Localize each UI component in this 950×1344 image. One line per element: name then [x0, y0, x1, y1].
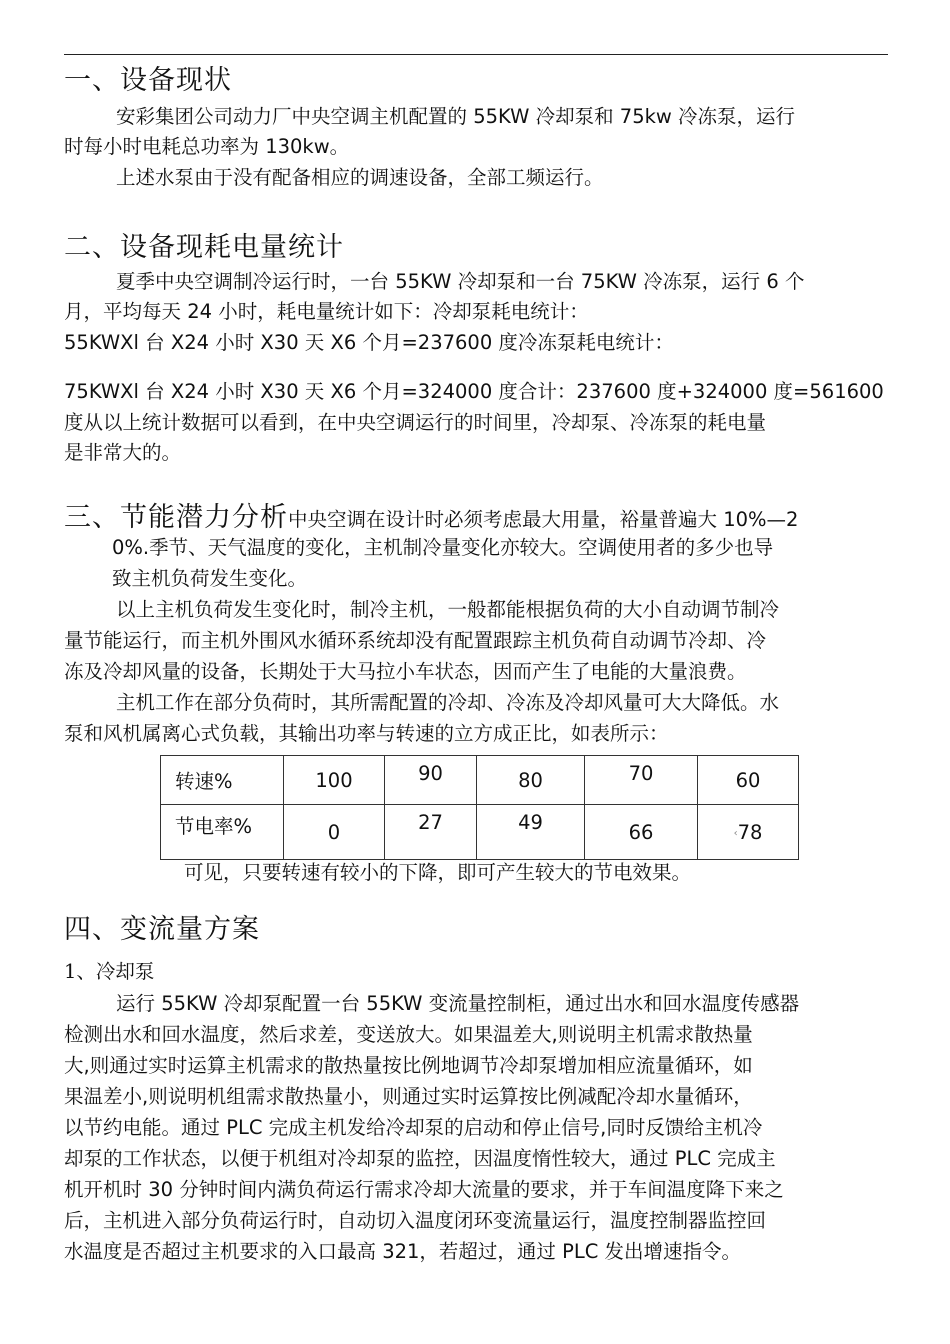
table-mark: ‹: [733, 828, 738, 839]
section4-line-4: 果温差小,则说明机组需求散热量小，则通过实时运算按比例减配冷却水量循环，: [64, 1085, 753, 1108]
table-cell: 27: [418, 811, 443, 834]
section3-heading: 三、节能潜力分析: [64, 502, 288, 533]
table-cell: 49: [518, 811, 543, 834]
table-cell: 66: [628, 821, 654, 844]
section2-line-6: 是非常大的。: [64, 441, 182, 464]
section2-heading: 二、设备现耗电量统计: [64, 232, 344, 263]
table-cell: 60: [735, 768, 761, 792]
section4-line-2: 检测出水和回水温度，然后求差，变送放大。如果温差大,则说明主机需求散热量: [64, 1023, 753, 1046]
section3-line-1: 0%.季节、天气温度的变化，主机制冷量变化亦较大。空调使用者的多少也导: [112, 536, 774, 559]
table-cell: 78: [737, 821, 763, 844]
table-cell: 0: [327, 821, 341, 844]
section4-subheading: 1、冷却泵: [64, 960, 155, 983]
table-label-saving: 节电率%: [161, 805, 284, 860]
top-rule: [64, 54, 888, 55]
section2-line-1: 夏季中央空调制冷运行时，一台 55KW 冷却泵和一台 75KW 冷冻泵，运行 6 个: [116, 270, 805, 293]
section2-line-5: 度从以上统计数据可以看到，在中央空调运行的时间里，冷却泵、冷冻泵的耗电量: [64, 411, 767, 434]
section4-line-7: 机开机时 30 分钟时间内满负荷运行需求冷却大流量的要求，并于车间温度降下来之: [64, 1178, 784, 1201]
section4-line-8: 后，主机进入部分负荷运行时，自动切入温度闭环变流量运行，温度控制器监控回: [64, 1209, 767, 1232]
section3-line-3: 以上主机负荷发生变化时，制冷主机，一般都能根据负荷的大小自动调节制冷: [116, 598, 780, 621]
section3-heading-tail: 中央空调在设计时必须考虑最大用量，裕量普遍大 10%—2: [288, 508, 799, 531]
section2-line-2: 月，平均每天 24 小时，耗电量统计如下：冷却泵耗电统计：: [64, 300, 589, 323]
section3-heading-row: [64, 495, 888, 534]
section1-line-1: 安彩集团公司动力厂中央空调主机配置的 55KW 冷却泵和 75kw 冷冻泵，运行: [116, 105, 796, 128]
section4-line-5: 以节约电能。通过 PLC 完成主机发给冷却泵的启动和停止信号,同时反馈给主机冷: [64, 1116, 763, 1139]
section4-line-1: 运行 55KW 冷却泵配置一台 55KW 变流量控制柜，通过出水和回水温度传感器: [116, 992, 800, 1015]
section3-line-6: 主机工作在部分负荷时，其所需配置的冷却、冷冻及冷却风量可大大降低。水: [116, 691, 780, 714]
section1-line-2: 时每小时电耗总功率为 130kw。: [64, 135, 350, 158]
section3-line-5: 冻及冷却风量的设备，长期处于大马拉小车状态，因而产生了电能的大量浪费。: [64, 660, 747, 683]
section3-line-7: 泵和风机属离心式负载，其输出功率与转速的立方成正比，如表所示：: [64, 722, 669, 745]
section4-line-9: 水温度是否超过主机要求的入口最高 321，若超过，通过 PLC 发出增速指令。: [64, 1240, 742, 1263]
speed-saving-table: [160, 755, 799, 860]
section2-line-4: 75KWXl 台 X24 小时 X30 天 X6 个月=324000 度合计：237600 度+324000 度=561600: [64, 380, 884, 403]
table-cell: 80: [518, 768, 543, 792]
table-cell: 100: [315, 768, 353, 792]
table-row-speed: [161, 756, 799, 805]
section4-line-6: 却泵的工作状态，以便于机组对冷却泵的监控，因温度惰性较大，通过 PLC 完成主: [64, 1147, 776, 1170]
section2-line-3: 55KWXl 台 X24 小时 X30 天 X6 个月=237600 度冷冻泵耗电统计：: [64, 331, 674, 354]
table-cell: 70: [628, 762, 654, 785]
table-label-speed: 转速%: [161, 756, 284, 805]
section3-line-2: 致主机负荷发生变化。: [112, 567, 308, 590]
section1-heading: 一、设备现状: [64, 65, 232, 96]
section3-conclusion: 可见，只要转速有较小的下降，即可产生较大的节电效果。: [184, 861, 692, 884]
table-cell: 90: [418, 762, 443, 785]
section1-line-3: 上述水泵由于没有配备相应的调速设备，全部工频运行。: [116, 166, 604, 189]
table-row-saving: [161, 805, 799, 860]
section4-heading: 四、变流量方案: [64, 914, 260, 945]
section4-line-3: 大,则通过实时运算主机需求的散热量按比例地调节冷却泵增加相应流量循环，如: [64, 1054, 753, 1077]
section3-line-4: 量节能运行，而主机外围风水循环系统却没有配置跟踪主机负荷自动调节冷却、冷: [64, 629, 767, 652]
